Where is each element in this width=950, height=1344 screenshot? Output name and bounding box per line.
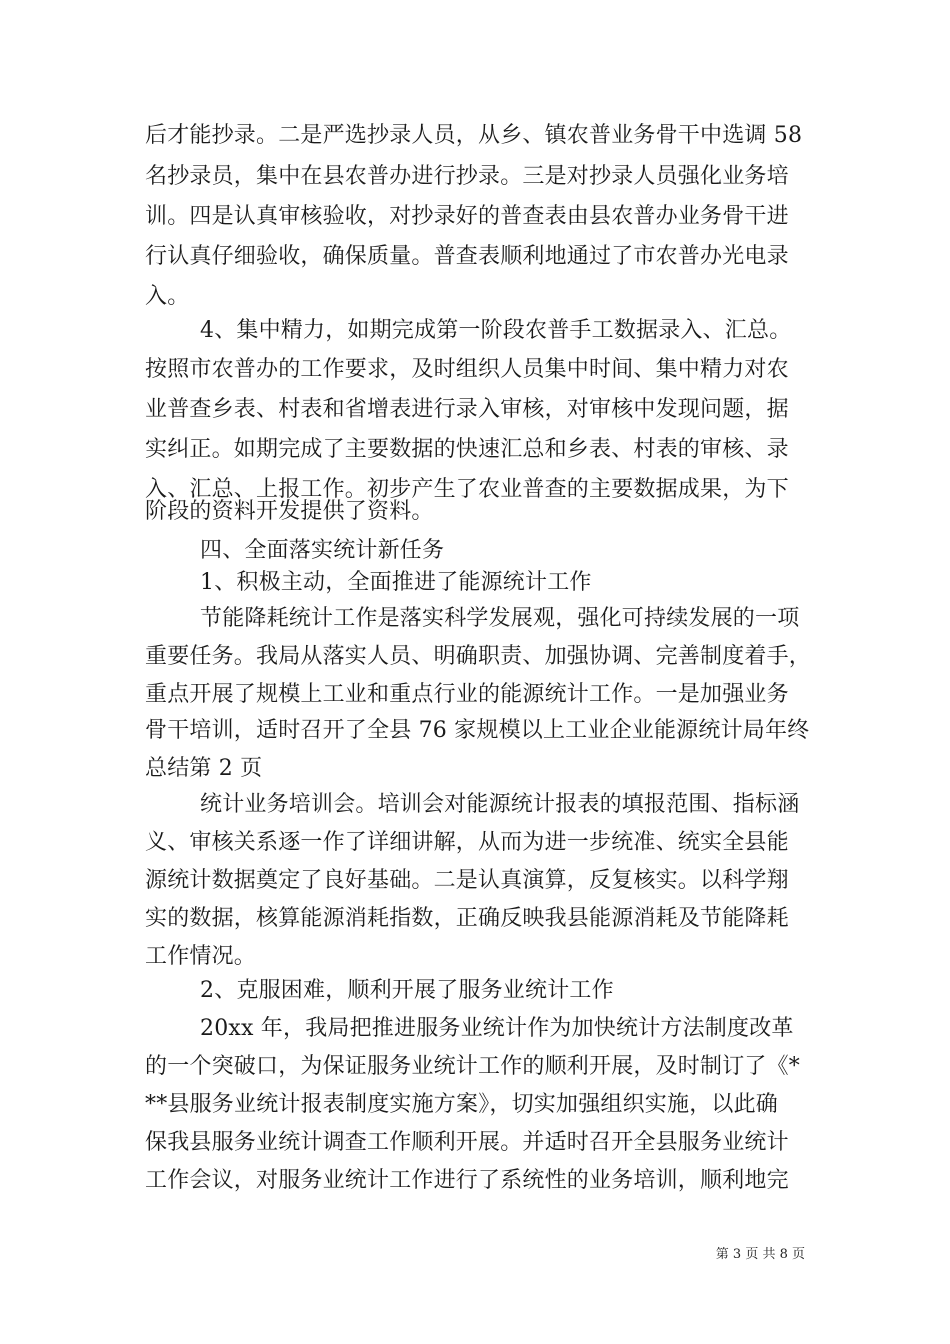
- text-line: 重要任务。我局从落实人员、明确职责、加强协调、完善制度着手，: [145, 644, 812, 669]
- text-line: 实纠正。如期完成了主要数据的快速汇总和乡表、村表的审核、录: [145, 437, 789, 462]
- text-line: 骨干培训，适时召开了全县 76 家规模以上工业企业能源统计局年终: [145, 718, 810, 743]
- text-line: 4、集中精力，如期完成第一阶段农普手工数据录入、汇总。: [200, 318, 792, 343]
- text-line: 入、汇总、上报工作。初步产生了农业普查的主要数据成果，为下: [145, 477, 789, 502]
- text-line: 名抄录员，集中在县农普办进行抄录。三是对抄录人员强化业务培: [145, 164, 789, 189]
- text-line: 的一个突破口，为保证服务业统计工作的顺利开展，及时制订了《*: [145, 1054, 801, 1079]
- page-number-footer: 第 3 页 共 8 页: [715, 1247, 805, 1262]
- text-line: 阶段的资料开发提供了资料。: [145, 499, 434, 524]
- text-line: 训。四是认真审核验收，对抄录好的普查表由县农普办业务骨干进: [145, 204, 789, 229]
- text-line: 后才能抄录。二是严选抄录人员，从乡、镇农普业务骨干中选调 58: [145, 123, 803, 148]
- subsection-heading: 1、积极主动，全面推进了能源统计工作: [200, 570, 592, 595]
- subsection-heading: 2、克服困难，顺利开展了服务业统计工作: [200, 978, 614, 1003]
- section-heading: 四、全面落实统计新任务: [200, 538, 445, 563]
- text-line: 实的数据，核算能源消耗指数，正确反映我县能源消耗及节能降耗: [145, 906, 789, 931]
- text-line: 义、审核关系逐一作了详细讲解，从而为进一步统准、统实全县能: [145, 830, 789, 855]
- text-line: 节能降耗统计工作是落实科学发展观，强化可持续发展的一项: [200, 606, 800, 631]
- text-line: 20xx 年，我局把推进服务业统计作为加快统计方法制度改革: [200, 1016, 794, 1041]
- text-line: 统计业务培训会。培训会对能源统计报表的填报范围、指标涵: [200, 792, 800, 817]
- text-line: 源统计数据奠定了良好基础。二是认真演算，反复核实。以科学翔: [145, 868, 789, 893]
- text-line: 保我县服务业统计调查工作顺利开展。并适时召开全县服务业统计: [145, 1130, 789, 1155]
- text-line: 总结第 2 页: [145, 756, 263, 781]
- text-line: 行认真仔细验收，确保质量。普查表顺利地通过了市农普办光电录: [145, 244, 789, 269]
- text-line: 工作会议，对服务业统计工作进行了系统性的业务培训，顺利地完: [145, 1168, 789, 1193]
- text-line: **县服务业统计报表制度实施方案》，切实加强组织实施，以此确: [145, 1092, 779, 1117]
- text-line: 业普查乡表、村表和省增表进行录入审核，对审核中发现问题，据: [145, 397, 789, 422]
- text-line: 入。: [145, 284, 190, 309]
- text-line: 工作情况。: [145, 944, 257, 969]
- text-line: 按照市农普办的工作要求，及时组织人员集中时间、集中精力对农: [145, 357, 789, 382]
- text-line: 重点开展了规模上工业和重点行业的能源统计工作。一是加强业务: [145, 682, 789, 707]
